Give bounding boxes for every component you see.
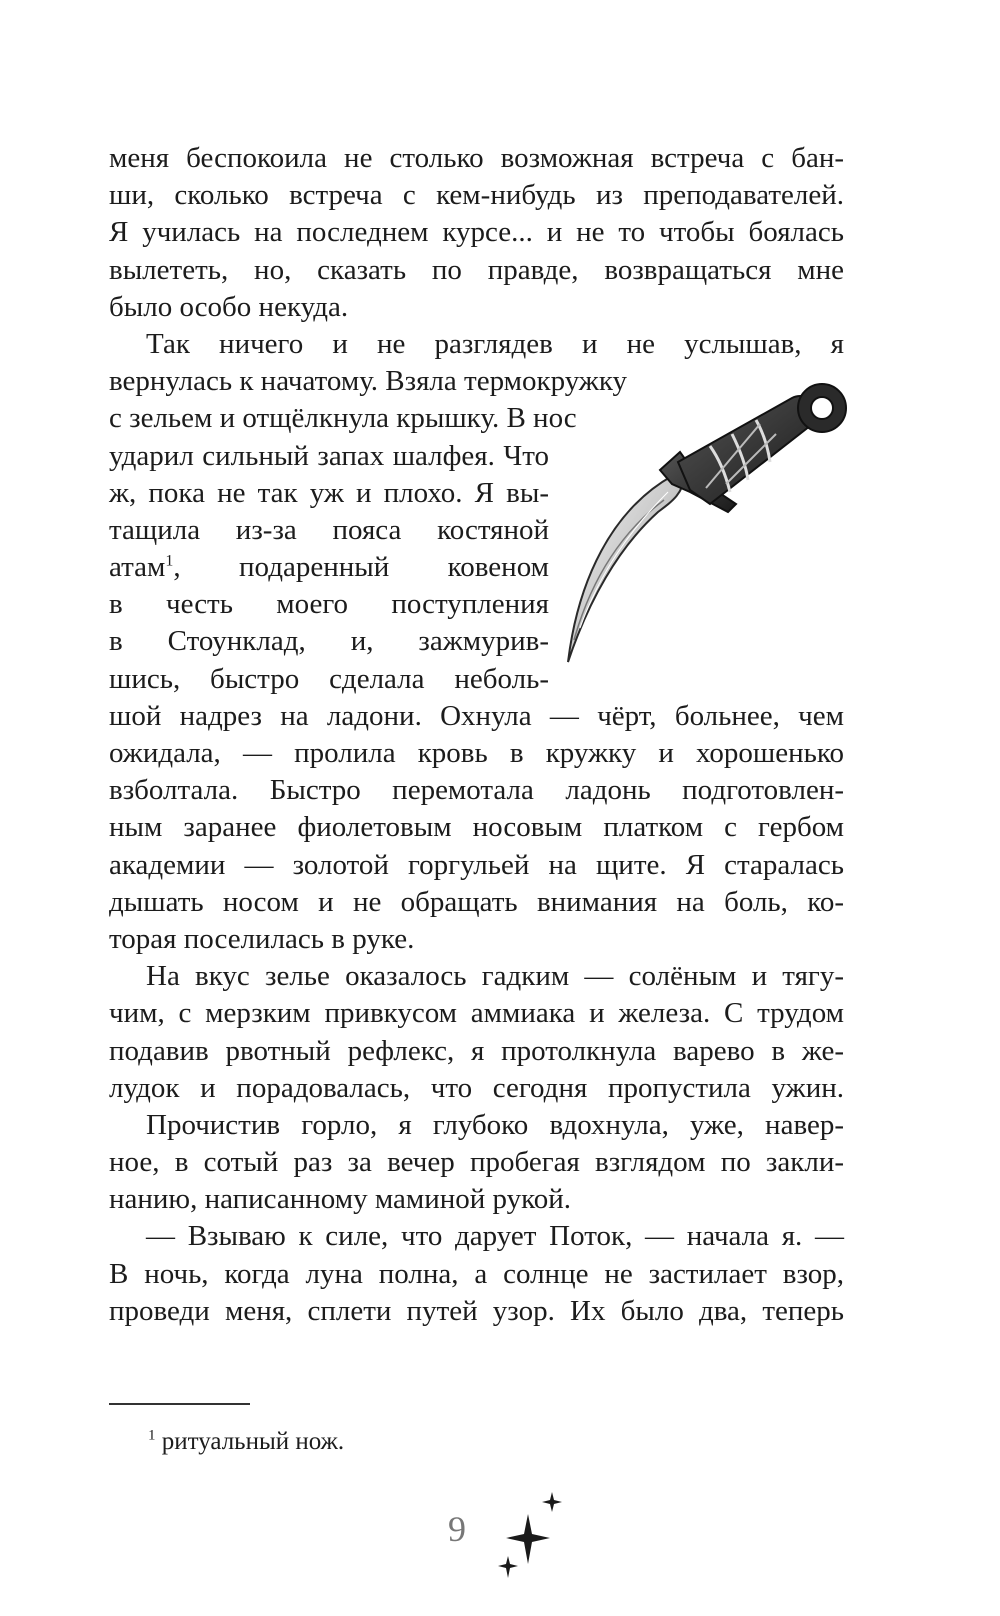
text-line: нанию, написанному маминой рукой. xyxy=(109,1183,572,1216)
paragraph-first-line: Так ничего и не разглядев и не услышав, я xyxy=(146,327,844,360)
text-line: было особо некуда. xyxy=(109,290,349,323)
text-line: вернулась к начатому. Взяла термокружку xyxy=(109,365,628,398)
text-line: ожидала, — пролила кровь в кружку и хорошенько xyxy=(109,737,844,769)
text-line: шись, быстро сделала неболь- xyxy=(109,662,549,695)
footnote-divider xyxy=(109,1403,250,1405)
page-number: 9 xyxy=(448,1509,466,1549)
text-line: Я училась на последнем курсе... и не то чтобы боялась xyxy=(109,216,844,249)
text-line: ударил сильный запах шалфея. Что xyxy=(109,439,549,472)
text-line-with-footnote: атам$^1$, подаренный ковеном xyxy=(109,551,549,584)
text-line: академии — золотой горгульей на щите. Я старалась xyxy=(109,848,844,881)
text-line: меня беспокоила не столько возможная встреча с бан- xyxy=(109,142,844,174)
footnote-text: ритуальный нож. xyxy=(161,1428,345,1455)
body-text xyxy=(109,140,844,1330)
text-line: чим, с мерзким привкусом аммиака и железа. С трудом xyxy=(109,997,844,1030)
text-line: ши, сколько встреча с кем-нибудь из преподавателей. xyxy=(109,179,844,212)
text-line: в честь моего поступления xyxy=(109,588,549,621)
footnote-marker: 1 xyxy=(148,1427,156,1444)
text-line: дышать носом и не обращать внимания на боль, ко- xyxy=(109,885,844,918)
text-line: шой надрез на ладони. Охнула — чёрт, больнее, чем xyxy=(109,699,844,732)
text-line: подавив рвотный рефлекс, я протолкнула варево в же- xyxy=(109,1034,844,1067)
text-fragment: подаренный ковеном xyxy=(239,551,549,584)
footnote xyxy=(148,1428,344,1456)
text-line: ж, пока не так уж и плохо. Я вы- xyxy=(109,476,549,509)
footnote-reference: 1 xyxy=(165,552,174,570)
athame-word: атам xyxy=(109,551,166,584)
text-line: взболтала. Быстро перемотала ладонь подготовлен- xyxy=(109,774,844,807)
text-line: тащила из-за пояса костяной xyxy=(109,513,549,546)
text-line: вылететь, но, сказать по правде, возвращаться мне xyxy=(109,253,844,286)
text-line: — Взываю к силе, что дарует Поток, — начала я. — xyxy=(146,1220,844,1253)
text-line: лудок и порадовалась, что сегодня пропустила ужин. xyxy=(109,1071,844,1104)
text-line: с зельем и отщёлкнула крышку. В нос xyxy=(109,402,577,435)
text-line: На вкус зелье оказалось гадким — солёным и тягу- xyxy=(146,960,844,993)
text-line: ным заранее фиолетовым носовым платком с гербом xyxy=(109,811,844,844)
sparkle-stars-icon xyxy=(498,1488,566,1584)
text-line: в Стоунклад, и, зажмурив- xyxy=(109,625,549,658)
text-line: торая поселилась в руке. xyxy=(109,922,415,955)
athame-knife-icon xyxy=(560,380,870,680)
text-line: проведи меня, сплети путей узор. Их было два, теперь xyxy=(109,1294,844,1327)
text-line: Прочистив горло, я глубоко вдохнула, уже, навер- xyxy=(146,1108,844,1141)
text-line: ное, в сотый раз за вечер пробегая взглядом по закли- xyxy=(109,1146,844,1179)
text-line: В ночь, когда луна полна, а солнце не застилает взор, xyxy=(109,1257,844,1290)
